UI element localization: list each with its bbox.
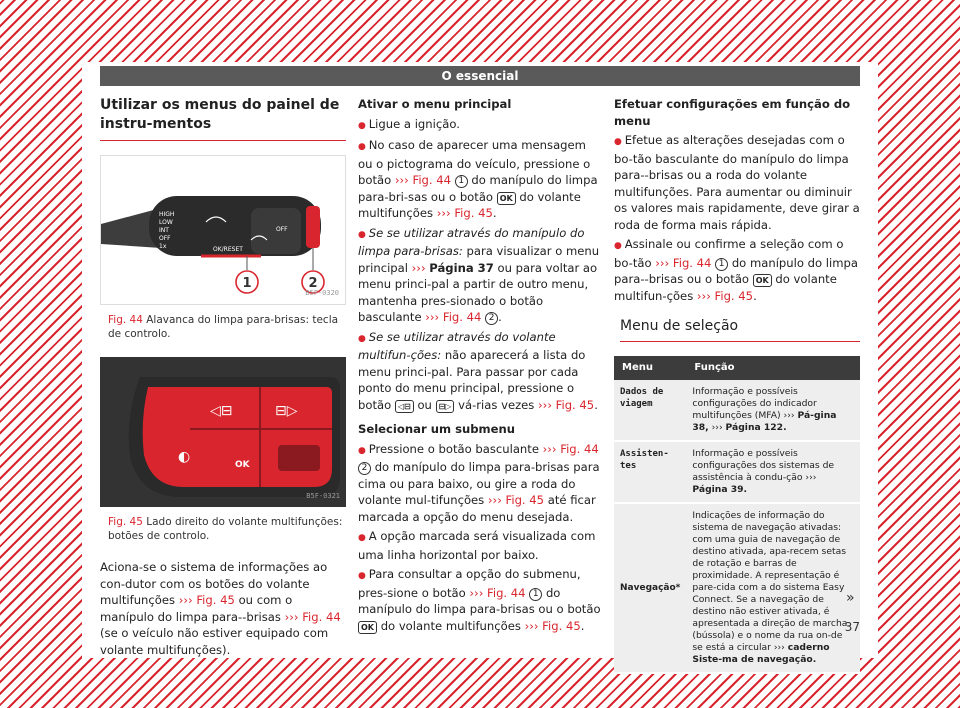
table-cell-function: Indicações de informação do sistema de navegação ativadas: com uma guia de navegação de destino ativada, apa-recem setas de rotação e barras de proximidade. A representação é pare-cida com a do sistema Easy Connect. Se a navegação de destino não estiver ativada, é apresentada a direção de marcha (bússola) e o nome da rua on-de se está a circular ››› caderno Siste-ma de navegação. (686, 503, 860, 673)
stalk-label-off: OFF (159, 235, 171, 242)
subheading-submenu: Selecionar um submenu (358, 422, 515, 436)
menu-selection-heading: Menu de seleção (620, 318, 860, 342)
page-number: 37 (844, 620, 860, 634)
continue-marker: » (846, 590, 855, 606)
ok-key-icon: OK (753, 274, 772, 287)
table-cell-menu: Navegação* (614, 503, 686, 673)
ok-key-icon: OK (358, 621, 377, 634)
next-menu-icon: ⊟▷ (275, 403, 298, 419)
stalk-label-low: LOW (159, 219, 173, 226)
figure-45-caption: Fig. 45 Lado direito do volante multifunções: botões de controlo. (108, 516, 343, 542)
fig-link[interactable]: Fig. 45 (196, 593, 235, 607)
fig-link[interactable]: Fig. 44 (672, 255, 712, 270)
svg-text:1: 1 (242, 276, 252, 291)
stalk-label-int: INT (159, 227, 169, 234)
callout-number: 2 (358, 462, 371, 475)
callout-number: 1 (715, 258, 728, 271)
column-middle (358, 96, 602, 637)
fig-link[interactable]: Fig. 44 (442, 310, 482, 324)
figure-code: B5F-0321 (306, 491, 340, 500)
figure-45-steering (100, 357, 346, 507)
subheading-main-menu: Ativar o menu principal (358, 97, 512, 111)
column-left (100, 96, 346, 661)
page-link[interactable]: Pá-gina 38, (692, 409, 837, 433)
table-cell-function: Informação e possíveis configurações dos sistemas de assistência à condu-ção ››› Página 39. (686, 441, 860, 503)
page-link[interactable]: Página 122. (725, 421, 787, 433)
stalk-label-high: HIGH (159, 211, 175, 218)
bullet-item: ● Assinale ou confirme a seleção com o bo-tão ››› Fig. 44 1 do manípulo do limpa para--brisas ou o botão OK do volante multifun-ções ››› Fig. 45. (614, 236, 860, 304)
ok-key-icon: OK (497, 192, 516, 205)
callout-number: 2 (485, 312, 498, 325)
table-row (614, 380, 860, 441)
fig-link[interactable]: Fig. 45 (555, 397, 595, 412)
bullet-item: ● Se se utilizar através do manípulo do limpa para-brisas: para visualizar o menu principal ››› Página 37 ou para voltar ao menu princi-pal a partir de outro menu, mantenha pres-sionado o botão basculante ››› Fig. 44 2 . (358, 225, 602, 326)
bullet-item: ● Efetue as alterações desejadas com o bo-tão basculante do manípulo do limpa para--brisas ou a roda do volante multifunções. Para aumentar ou diminuir os valores mais rapidamente, deve girar a roda de forma mais rápida. (614, 132, 860, 233)
bullet-item: ● A opção marcada será visualizada com uma linha horizontal por baixo. (358, 528, 602, 563)
table-cell-function: Informação e possíveis configurações do indicador multifunções (MFA) ››› Pá-gina 38, ››› Página 122. (686, 380, 860, 441)
prev-menu-icon: ◁⊟ (210, 403, 233, 419)
table-cell-menu: Dados de viagem (614, 380, 686, 441)
fig-link[interactable]: Fig. 45 (714, 288, 754, 303)
callout-number: 1 (455, 175, 468, 188)
fig-link[interactable]: Fig. 44 (560, 441, 599, 456)
ref-arrow: ››› (178, 593, 193, 607)
table-cell-menu: Assisten-tes (614, 441, 686, 503)
stalk-label-ok-reset: OK/RESET (213, 246, 243, 253)
bullet-item: ● Se se utilizar através do volante multifun-ções: não aparecerá a lista do menu princi-pal. Para passar por cada ponto do menu principal, pressione o botão ◁⊟ ou ⊟▷ vá-rias vezes ››› Fig. 45. (358, 329, 602, 414)
fig-link[interactable]: Fig. 44 (412, 173, 452, 187)
page-header: O essencial (100, 66, 860, 86)
column-right (614, 96, 860, 674)
prev-key-icon: ◁⊟ (395, 400, 414, 413)
section-heading: Utilizar os menus do painel de instru-mentos (100, 96, 346, 141)
wiper-stalk-illustration (101, 156, 345, 304)
voice-icon: ◐ (178, 449, 191, 465)
next-key-icon: ⊟▷ (436, 400, 455, 413)
fig-link[interactable]: Fig. 44 (302, 609, 341, 624)
fig-link[interactable]: Fig. 44 (487, 585, 526, 600)
svg-text:2: 2 (308, 276, 318, 291)
stalk-label-1x: 1x (159, 243, 167, 250)
ok-button-label: OK (235, 460, 250, 470)
subheading-settings: Efetuar configurações em função do menu (614, 97, 851, 128)
intro-paragraph: Aciona-se o sistema de informações ao con-dutor com os botões do volante multifunções ››› Fig. 45 ou com o manípulo do limpa para--brisas ››› Fig. 44 (se o veículo não estiver equipado com volante multifunções). (100, 560, 341, 657)
manual-link[interactable]: caderno Siste-ma de navegação. (692, 641, 830, 665)
steering-buttons-illustration (100, 357, 346, 507)
thumb-wheel (278, 445, 320, 471)
figure-44-caption: Fig. 44 Alavanca do limpa para-brisas: tecla de controlo. (108, 314, 339, 340)
bullet-item: ● Pressione o botão basculante ››› Fig. 44 2 do manípulo do limpa para-brisas para cima ou para baixo, ou gire a roda do volante mul-tifunções ››› Fig. 45 até ficar marcada a opção do menu desejada. (358, 441, 602, 526)
fig-link[interactable]: Fig. 45 (454, 206, 493, 220)
table-row (614, 503, 860, 673)
bullet-item: ● Ligue a ignição. (358, 116, 602, 135)
fig-link[interactable]: Fig. 45 (505, 493, 545, 507)
page-link[interactable]: Página 39. (692, 483, 748, 495)
table-header-menu: Menu (614, 356, 686, 380)
stalk-label-off-rear: OFF (276, 226, 288, 233)
figure-44-stalk (100, 155, 346, 305)
callout-number: 1 (529, 588, 542, 601)
fig-link[interactable]: Fig. 45 (542, 618, 581, 633)
menu-table (614, 356, 860, 674)
bullet-item: ● No caso de aparecer uma mensagem ou o pictograma do veículo, pressione o botão ››› Fig. 44 1 do manípulo do limpa para-bri-sas ou o botão OK do volante multifunções ››› Fig. 45. (358, 137, 602, 222)
figure-code: B5F-0320 (305, 288, 339, 297)
table-row (614, 441, 860, 503)
bullet-item: ● Para consultar a opção do submenu, pres-sione o botão ››› Fig. 44 1 do manípulo do limpa para-brisas ou o botão OK do volante multifunções ››› Fig. 45. (358, 566, 602, 634)
page-link[interactable]: Página 37 (429, 260, 494, 275)
table-header-function: Função (686, 356, 860, 380)
